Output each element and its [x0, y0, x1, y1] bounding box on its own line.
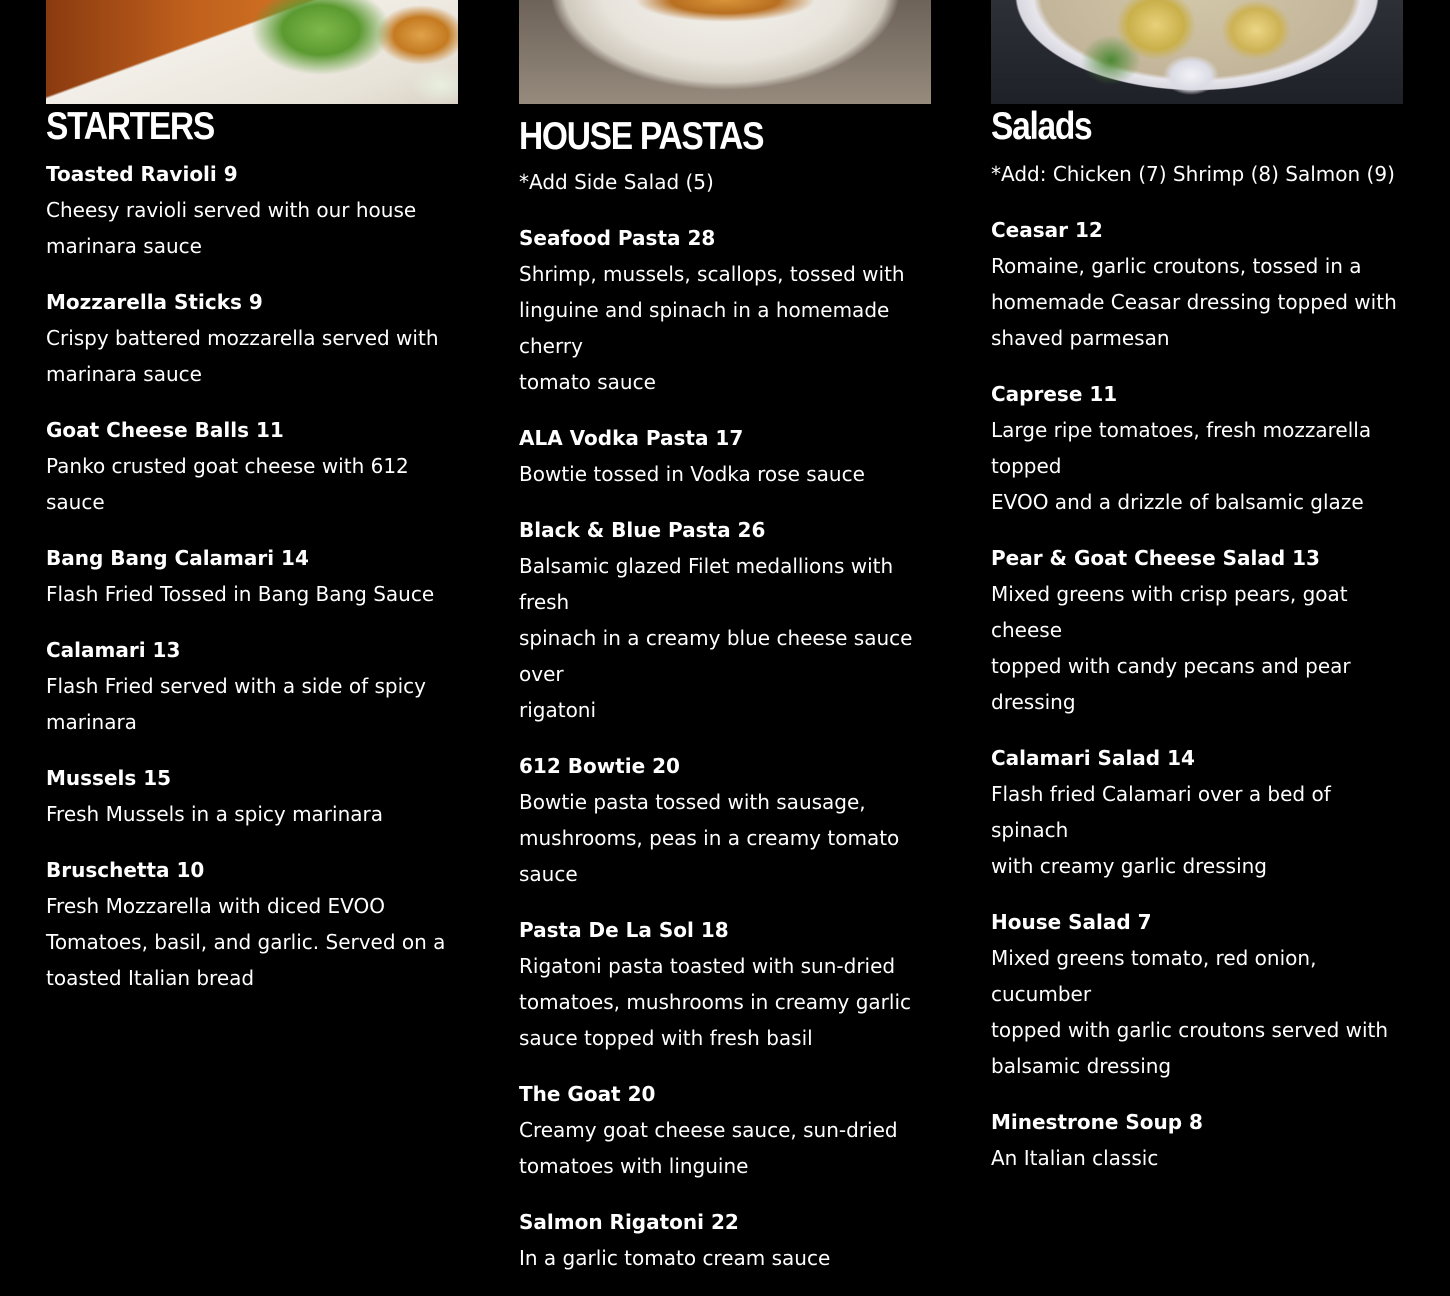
- menu-item: [46, 412, 458, 520]
- salads-title: Salads: [991, 105, 1092, 148]
- menu-item-description: Large ripe tomatoes, fresh mozzarella topped EVOO and a drizzle of balsamic glaze: [991, 418, 1372, 514]
- menu-item-name: Black & Blue Pasta 26: [519, 518, 766, 542]
- menu-item: [519, 748, 931, 892]
- starters-title: STARTERS: [46, 105, 214, 148]
- menu-item-description: Mixed greens with crisp pears, goat cheese topped with candy pecans and pear dressing: [991, 582, 1351, 714]
- menu-item-description: Panko crusted goat cheese with 612 sauce: [46, 454, 409, 514]
- menu-item: [991, 212, 1403, 356]
- menu-item-name: Bruschetta 10: [46, 858, 205, 882]
- starters-items: [46, 156, 458, 996]
- salads-photo: [991, 0, 1403, 104]
- menu-item-description: In a garlic tomato cream sauce: [519, 1246, 831, 1270]
- menu-item-name: House Salad 7: [991, 910, 1152, 934]
- menu-item: [46, 760, 458, 832]
- starters-photo: [46, 0, 458, 104]
- salads-column: [991, 0, 1403, 1196]
- menu-item-name: Seafood Pasta 28: [519, 226, 716, 250]
- menu-item-name: Caprese 11: [991, 382, 1118, 406]
- starters-column: [46, 0, 458, 1016]
- menu-item: [991, 540, 1403, 720]
- menu-item-description: Rigatoni pasta toasted with sun-dried tomatoes, mushrooms in creamy garlic sauce topped with fresh basil: [519, 954, 911, 1050]
- menu-item: [991, 740, 1403, 884]
- pastas-items: [519, 220, 931, 1276]
- menu-item: [519, 1204, 931, 1276]
- menu-item: [46, 284, 458, 392]
- salads-items: [991, 212, 1403, 1176]
- menu-item-name: 612 Bowtie 20: [519, 754, 680, 778]
- menu-item-name: Bang Bang Calamari 14: [46, 546, 309, 570]
- menu-item-description: Bowtie tossed in Vodka rose sauce: [519, 462, 865, 486]
- menu-item-name: Goat Cheese Balls 11: [46, 418, 284, 442]
- menu-item: [991, 376, 1403, 520]
- menu-item-description: Flash fried Calamari over a bed of spinach with creamy garlic dressing: [991, 782, 1331, 878]
- menu-item-name: Ceasar 12: [991, 218, 1103, 242]
- menu-item-name: Salmon Rigatoni 22: [519, 1210, 739, 1234]
- menu-item: [519, 1076, 931, 1184]
- menu-item-description: Flash Fried Tossed in Bang Bang Sauce: [46, 582, 435, 606]
- menu-item-description: Shrimp, mussels, scallops, tossed with linguine and spinach in a homemade cherry tomato sauce: [519, 262, 905, 394]
- menu-item-name: Toasted Ravioli 9: [46, 162, 238, 186]
- menu-item-description: Flash Fried served with a side of spicy marinara: [46, 674, 426, 734]
- menu-item-description: Romaine, garlic croutons, tossed in a homemade Ceasar dressing topped with shaved parmesan: [991, 254, 1397, 350]
- menu-item: [991, 1104, 1403, 1176]
- menu-item-description: Crispy battered mozzarella served with marinara sauce: [46, 326, 439, 386]
- pastas-photo: [519, 0, 931, 104]
- menu-item-description: Fresh Mozzarella with diced EVOO Tomatoes, basil, and garlic. Served on a toasted Italian bread: [46, 894, 446, 990]
- pastas-title: HOUSE PASTAS: [519, 115, 764, 158]
- menu-item-name: ALA Vodka Pasta 17: [519, 426, 744, 450]
- menu-item-name: Pear & Goat Cheese Salad 13: [991, 546, 1320, 570]
- pastas-note: *Add Side Salad (5): [519, 170, 714, 194]
- menu-item-name: Mozzarella Sticks 9: [46, 290, 263, 314]
- menu-item: [46, 540, 458, 612]
- menu-item-description: Cheesy ravioli served with our house marinara sauce: [46, 198, 417, 258]
- menu-item-description: Fresh Mussels in a spicy marinara: [46, 802, 383, 826]
- menu-item-name: Minestrone Soup 8: [991, 1110, 1203, 1134]
- menu-item: [519, 420, 931, 492]
- pastas-column: [519, 0, 931, 1296]
- menu-item-description: Bowtie pasta tossed with sausage, mushrooms, peas in a creamy tomato sauce: [519, 790, 900, 886]
- menu-item: [519, 912, 931, 1056]
- menu-item: [519, 512, 931, 728]
- menu-item-name: Mussels 15: [46, 766, 172, 790]
- menu-item: [991, 904, 1403, 1084]
- menu-item: [519, 220, 931, 400]
- menu-item-name: Pasta De La Sol 18: [519, 918, 729, 942]
- menu-item-name: The Goat 20: [519, 1082, 656, 1106]
- menu-item: [46, 852, 458, 996]
- menu-item: [46, 156, 458, 264]
- menu-item-description: An Italian classic: [991, 1146, 1159, 1170]
- menu-item-description: Balsamic glazed Filet medallions with fresh spinach in a creamy blue cheese sauce over rigatoni: [519, 554, 913, 722]
- menu-item-description: Creamy goat cheese sauce, sun-dried tomatoes with linguine: [519, 1118, 898, 1178]
- menu-item-name: Calamari Salad 14: [991, 746, 1195, 770]
- menu-item: [46, 632, 458, 740]
- menu-item-name: Calamari 13: [46, 638, 181, 662]
- salads-note: *Add: Chicken (7) Shrimp (8) Salmon (9): [991, 162, 1395, 186]
- menu-item-description: Mixed greens tomato, red onion, cucumber topped with garlic croutons served with balsamic dressing: [991, 946, 1389, 1078]
